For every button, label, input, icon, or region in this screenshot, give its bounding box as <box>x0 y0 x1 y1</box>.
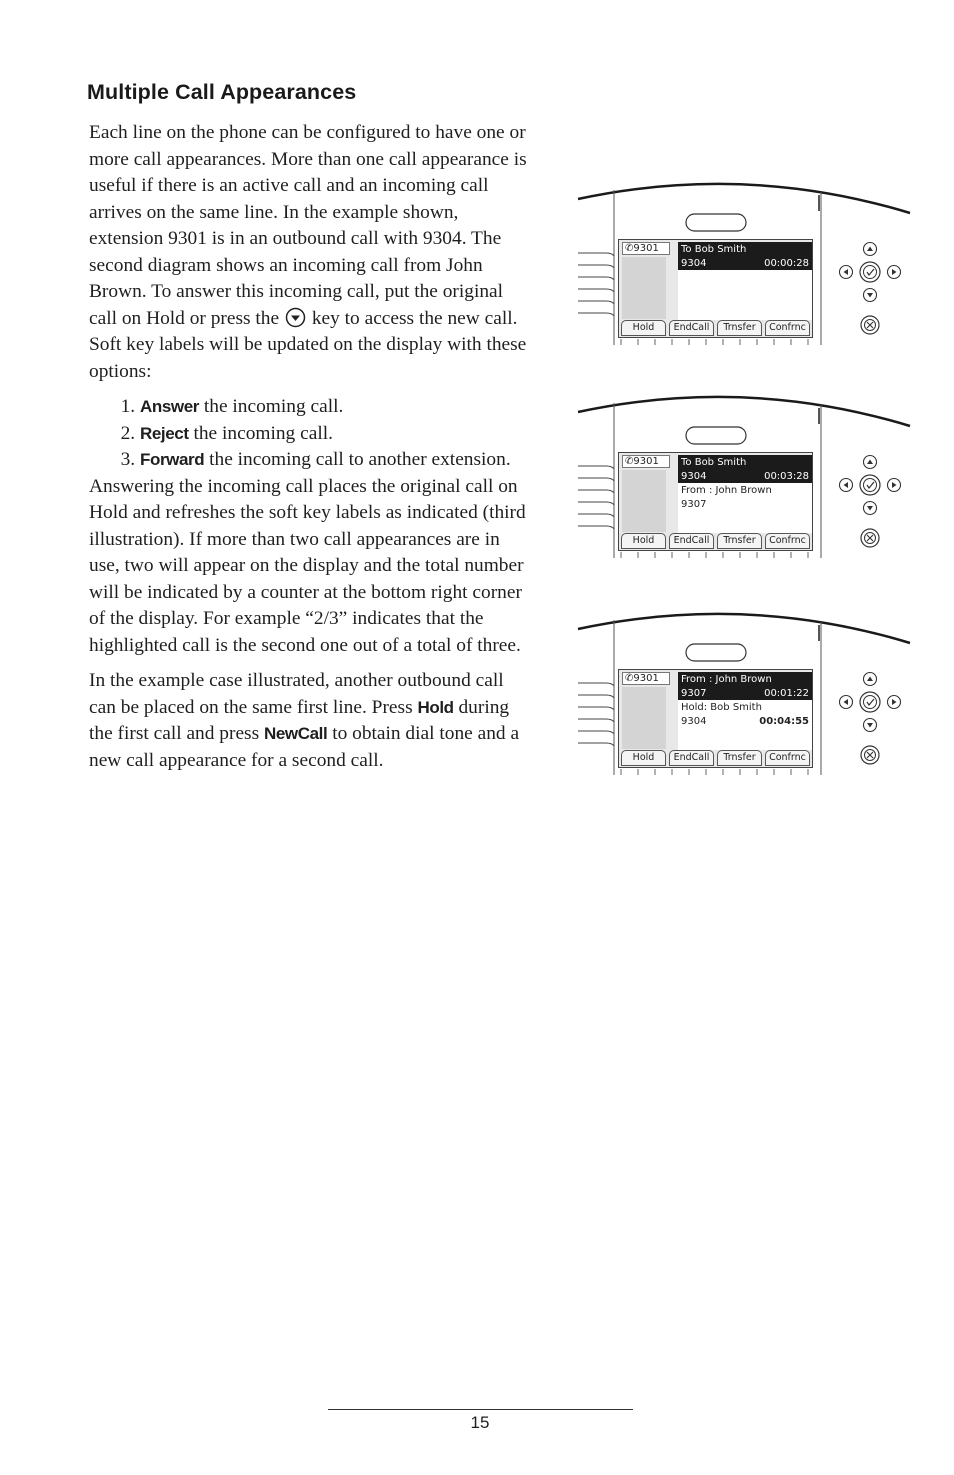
call-info-row <box>681 673 809 686</box>
line-sidebar <box>622 687 666 749</box>
hold-key-label: Hold <box>417 697 454 717</box>
option-key: Reject <box>140 423 189 443</box>
outbound-text: during the first call and press <box>89 696 510 744</box>
softkey: Confrnc <box>765 320 810 336</box>
option-item <box>140 447 529 474</box>
options-list <box>89 394 529 474</box>
line-key-tab: ✆9301 <box>622 672 670 685</box>
call-timer: 00:04:55 <box>759 716 809 727</box>
softkey: Confrnc <box>765 750 810 766</box>
softkey-bar <box>621 750 810 765</box>
call-info-text: 9304 <box>681 258 707 269</box>
call-info-row <box>681 715 809 728</box>
newcall-key-label: NewCall <box>264 724 328 743</box>
phone-display <box>618 239 813 338</box>
softkey: Hold <box>621 750 666 766</box>
call-timer: 00:03:28 <box>764 471 809 482</box>
line-number: 9301 <box>633 673 659 684</box>
phone-display <box>618 452 813 551</box>
softkey-bar <box>621 533 810 548</box>
line-key-tab: ✆9301 <box>622 455 670 468</box>
call-info-text: 9304 <box>681 716 707 727</box>
option-key: Forward <box>140 450 205 469</box>
intro-text-continued: key to access the new call. Soft key labels will be updated on the display with these options: <box>89 307 527 382</box>
phone-display <box>618 669 813 768</box>
call-info-text: 9307 <box>681 688 707 699</box>
call-info-text: 9304 <box>681 471 707 482</box>
call-info-row <box>681 687 809 700</box>
line-sidebar <box>622 257 666 319</box>
call-info-text: Hold: Bob Smith <box>681 702 762 713</box>
footer-rule <box>328 1409 633 1410</box>
down-arrow-circle-icon <box>285 307 306 328</box>
call-info-row <box>681 701 809 714</box>
section-heading: Multiple Call Appearances <box>87 80 357 104</box>
softkey-bar <box>621 320 810 335</box>
call-info-row <box>681 243 809 256</box>
page-number: 15 <box>470 1413 490 1432</box>
call-info-row <box>681 456 809 469</box>
softkey: Confrnc <box>765 533 810 549</box>
option-text: the incoming call. <box>188 422 333 444</box>
softkey: Trnsfer <box>717 320 762 336</box>
call-info-text: 9307 <box>681 499 707 510</box>
softkey: EndCall <box>669 320 714 336</box>
call-info-text: From : John Brown <box>681 485 772 496</box>
body-text <box>89 120 529 774</box>
outbound-text: In the example case illustrated, another outbound call can be placed on the same first line. Press <box>89 670 504 718</box>
line-number: 9301 <box>633 456 659 467</box>
intro-paragraph <box>89 120 529 385</box>
option-key: Answer <box>140 397 200 416</box>
call-info-text: To Bob Smith <box>681 244 747 255</box>
option-item <box>140 421 529 448</box>
line-key-tab: ✆9301 <box>622 242 670 255</box>
softkey: Hold <box>621 320 666 336</box>
line-number: 9301 <box>633 243 659 254</box>
phone-illustration <box>576 177 912 345</box>
outbound-paragraph <box>89 668 529 774</box>
call-info-row <box>681 484 809 497</box>
line-sidebar <box>622 470 666 532</box>
softkey: Trnsfer <box>717 533 762 549</box>
option-item <box>140 394 529 421</box>
softkey: Hold <box>621 533 666 549</box>
phone-illustration <box>576 390 912 558</box>
intro-text: Each line on the phone can be configured to have one or more call appearances. More than one call appearance is useful if there is an active call and an incoming call arrives on the same line. In the example shown, extension 9301 is in an outbound call with 9304. The second diagram shows an incoming call from John Brown. To answer this incoming call, put the original call on Hold or press the <box>89 122 527 329</box>
call-info-row <box>681 498 809 511</box>
softkey: EndCall <box>669 750 714 766</box>
phone-illustration <box>576 607 912 775</box>
softkey: Trnsfer <box>717 750 762 766</box>
option-text: the incoming call. <box>199 396 344 417</box>
call-info-text: To Bob Smith <box>681 457 747 468</box>
call-timer: 00:01:22 <box>764 688 809 699</box>
answering-paragraph: Answering the incoming call places the original call on Hold and refreshes the soft key labels as indicated (third illustration). If more than two call appearances are in use, two will appear on the display and the total number will be indicated by a counter at the bottom right corner of the display. For example “2/3” indicates that the highlighted call is the second one out of a total of three. <box>89 475 526 656</box>
outbound-text: to obtain dial tone and a new call appearance for a second call. <box>89 723 520 771</box>
softkey: EndCall <box>669 533 714 549</box>
call-timer: 00:00:28 <box>764 258 809 269</box>
call-info-text: From : John Brown <box>681 674 772 685</box>
call-info-row <box>681 470 809 483</box>
option-text: the incoming call to another extension. <box>204 449 511 470</box>
call-info-row <box>681 257 809 270</box>
